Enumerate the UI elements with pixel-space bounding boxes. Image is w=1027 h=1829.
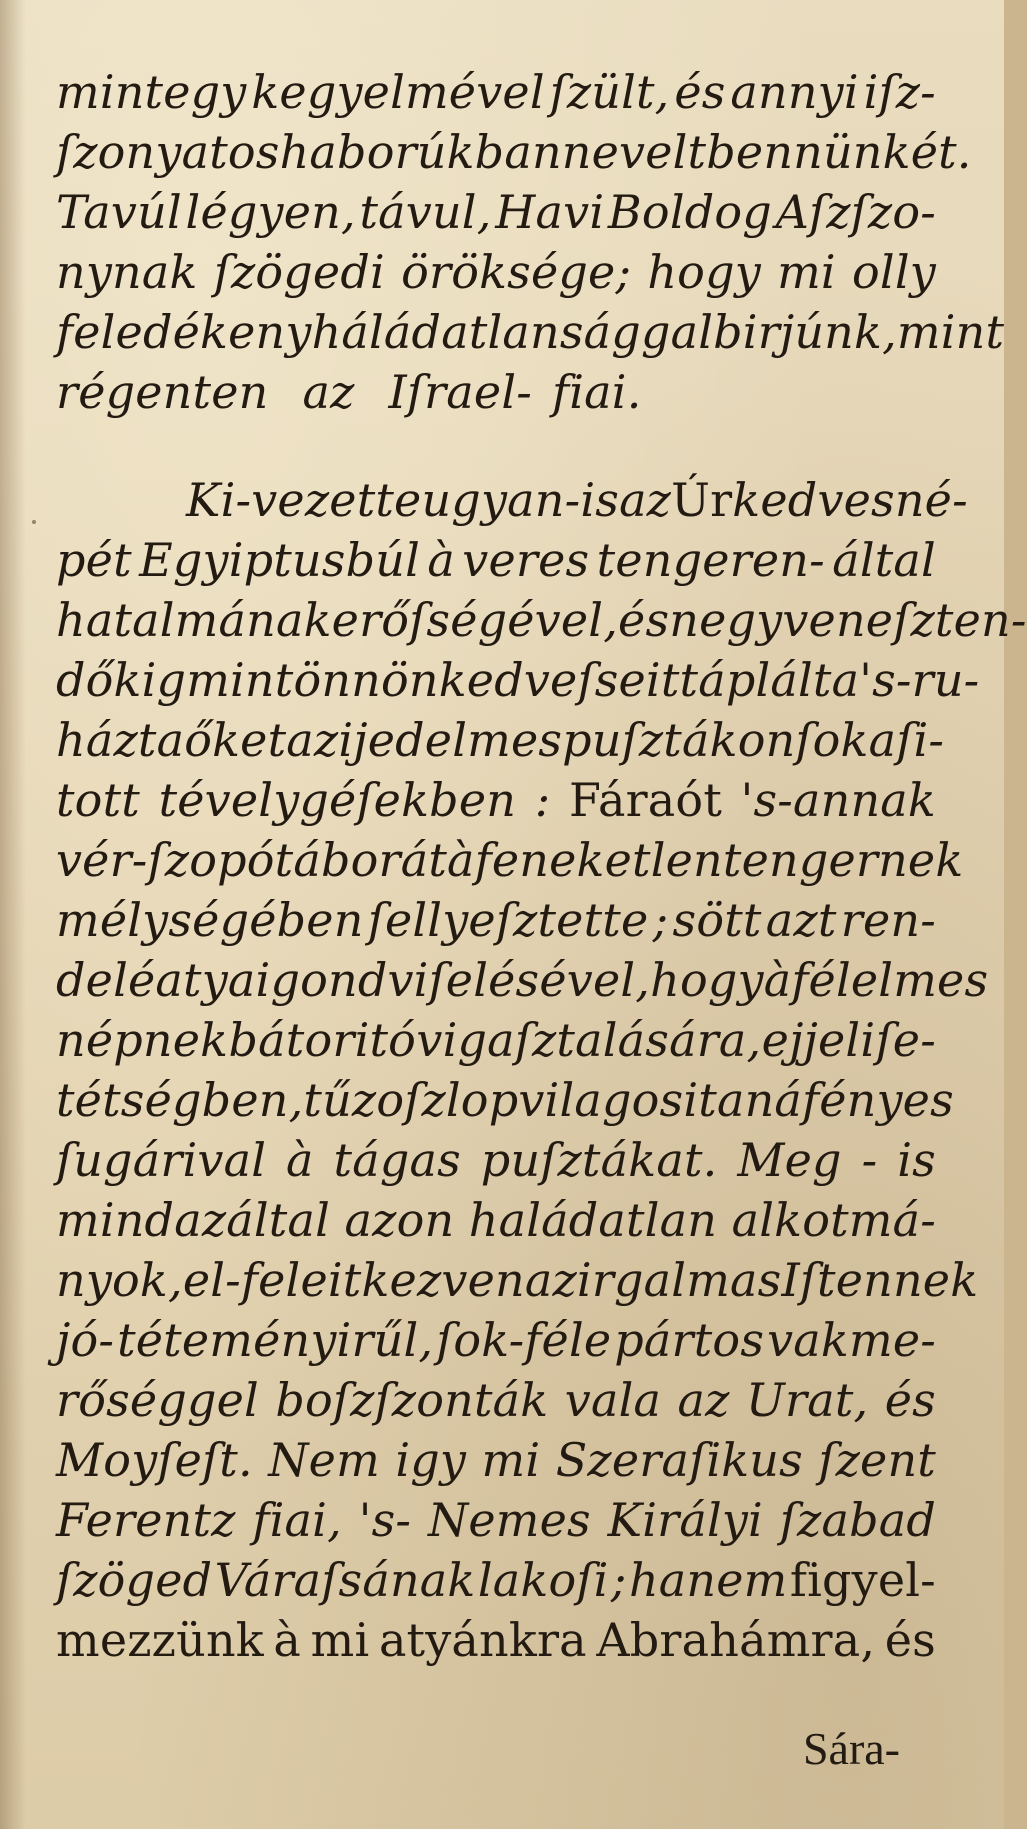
word: azt	[765, 893, 837, 947]
word: haládatlan	[468, 1193, 718, 1247]
word: haborúkban	[279, 125, 562, 179]
word: iſz-	[863, 65, 936, 119]
word: Úr	[671, 473, 733, 527]
word: mezzünk	[56, 1613, 264, 1667]
word: ſzopó	[147, 833, 275, 887]
text-line	[56, 1310, 936, 1370]
word: Tavúl	[56, 185, 182, 239]
word: Havi	[495, 185, 605, 239]
word: mintegy	[56, 65, 247, 119]
word: őket	[184, 713, 287, 767]
word: ejjeli	[761, 1013, 876, 1067]
word: vakme-	[767, 1313, 936, 1367]
word: delé	[56, 953, 156, 1007]
word: negyven	[669, 593, 866, 647]
page-text	[56, 62, 1027, 1670]
word: mi	[481, 1433, 541, 1487]
text-line	[56, 1010, 936, 1070]
word: pártos	[614, 1313, 765, 1367]
word: Nemes	[427, 1493, 591, 1547]
word: dőkig	[56, 653, 187, 707]
word: ſzült,	[549, 65, 670, 119]
word: à	[447, 833, 475, 887]
word: alkotmá-	[731, 1193, 936, 1247]
binding-shadow	[0, 0, 26, 1829]
word: olly	[852, 245, 936, 299]
word: sött	[672, 893, 762, 947]
word: vilagositaná	[518, 1073, 803, 1127]
word: atyánkra	[378, 1613, 587, 1667]
word: Királyi	[607, 1493, 763, 1547]
paragraph-gap	[56, 422, 936, 470]
text-line	[56, 1550, 936, 1610]
text-line	[56, 1430, 936, 1490]
word: Aſzſzo-	[775, 185, 936, 239]
word: tévelygéſekben	[158, 773, 517, 827]
word: oſzlop	[376, 1073, 519, 1127]
word: -	[861, 1133, 878, 1187]
word: és	[618, 593, 670, 647]
word: téteményirűl,	[117, 1313, 434, 1367]
word: tengernek	[722, 833, 964, 887]
word: ſok-féle	[436, 1313, 612, 1367]
word: mint	[186, 653, 294, 707]
word: birjúnk,	[713, 305, 897, 359]
text-line	[56, 362, 936, 422]
word: kedves	[732, 473, 895, 527]
word: kedveſseit	[438, 653, 680, 707]
word: Ferentz	[56, 1493, 236, 1547]
word: Moyſeſt.	[56, 1433, 253, 1487]
word: erőſségével,	[331, 593, 619, 647]
word: és	[884, 1613, 936, 1667]
word: Meg	[737, 1133, 842, 1187]
word: táborát	[274, 833, 448, 887]
word: Urat,	[746, 1373, 869, 1427]
text-line	[56, 1250, 979, 1310]
word: tágas	[333, 1133, 461, 1187]
word: puſztákat.	[480, 1133, 718, 1187]
word: ;	[652, 893, 669, 947]
text-line	[56, 1190, 936, 1250]
word: mélységében	[56, 893, 364, 947]
word: Boldog	[607, 185, 772, 239]
word: jó-	[56, 1313, 115, 1367]
word: ugyan-is	[421, 473, 620, 527]
text-line	[56, 650, 980, 710]
word: fényes	[802, 1073, 954, 1127]
word: Ki-vezette	[186, 473, 422, 527]
word: háládatlansággal	[311, 305, 714, 359]
word: ſe-	[875, 1013, 936, 1067]
word: házta	[56, 713, 185, 767]
word: né-	[894, 473, 968, 527]
word: és	[674, 65, 726, 119]
word: pét	[56, 533, 132, 587]
word: tengeren-	[596, 533, 825, 587]
word: ren-	[840, 893, 936, 947]
text-line	[56, 302, 1005, 362]
word: távul,	[359, 185, 492, 239]
word: 's-annak	[740, 773, 936, 827]
word: ;	[610, 1553, 627, 1607]
word: ſellyeſztette	[367, 893, 649, 947]
text-line	[56, 770, 936, 830]
word: feledékeny	[56, 305, 312, 359]
word: à	[427, 533, 455, 587]
word: félelmes	[791, 953, 989, 1007]
word: az	[286, 713, 339, 767]
word: vigaſztalására,	[416, 1013, 762, 1067]
word: mint	[896, 305, 1005, 359]
word: Szeraſikus	[555, 1433, 803, 1487]
catchword: Sára-	[802, 1723, 900, 1774]
word: ſzögedi	[213, 245, 385, 299]
word: annyi	[730, 65, 859, 119]
text-line	[56, 950, 989, 1010]
word: mi	[777, 245, 836, 299]
word: Váraſsának	[214, 1553, 476, 1607]
text-line	[56, 1130, 936, 1190]
word: ſzabad	[779, 1493, 936, 1547]
word: nevelt	[561, 125, 707, 179]
word: mindazáltal	[56, 1193, 331, 1247]
text-line	[56, 1490, 936, 1550]
word: lakoſi	[477, 1553, 609, 1607]
word: Iſrael-	[388, 365, 533, 419]
text-line	[56, 710, 945, 770]
word: nyok,	[56, 1253, 183, 1307]
word: igy	[395, 1433, 467, 1487]
text-line	[56, 1070, 954, 1130]
text-line	[56, 830, 964, 890]
text-line	[56, 1610, 936, 1670]
text-line	[56, 1370, 936, 1430]
word: à	[286, 1133, 314, 1187]
word: vala	[564, 1373, 662, 1427]
word: öröksége;	[401, 245, 632, 299]
word: hogy	[647, 245, 761, 299]
text-line	[56, 182, 936, 242]
text-line	[56, 530, 936, 590]
word: vér-	[56, 833, 148, 887]
word: gondviſelésével,	[270, 953, 651, 1007]
word: Abrahámra,	[596, 1613, 876, 1667]
word: nynak	[56, 245, 198, 299]
word: fiai,	[252, 1493, 342, 1547]
text-line	[56, 242, 936, 302]
word: régenten	[56, 365, 269, 419]
text-line	[56, 62, 936, 122]
word: tűz	[303, 1073, 377, 1127]
word: 's-ru-	[859, 653, 980, 707]
word: kegyelmével	[251, 65, 545, 119]
word: ſzent	[818, 1433, 936, 1487]
word: és	[884, 1373, 936, 1427]
word: azon	[344, 1193, 455, 1247]
word: Nem	[268, 1433, 380, 1487]
word: à	[273, 1613, 302, 1667]
word: bátoritó	[228, 1013, 417, 1067]
word: ſugárival	[56, 1133, 267, 1187]
word: az	[619, 473, 672, 527]
word: népnek	[56, 1013, 229, 1067]
word: mi	[310, 1613, 370, 1667]
word: rőséggel	[56, 1373, 259, 1427]
word: ſokaſi-	[795, 713, 945, 767]
word: az	[302, 365, 355, 419]
text-line	[56, 590, 1027, 650]
word: Fáraót	[569, 773, 723, 827]
word: fiai.	[552, 365, 642, 419]
word: Egyiptusbúl	[139, 533, 420, 587]
word: ijedelmes	[338, 713, 563, 767]
word: önnön	[293, 653, 439, 707]
ink-speck	[32, 520, 36, 524]
word: az	[677, 1373, 730, 1427]
word: atyai	[155, 953, 271, 1007]
word: ſzöged	[56, 1553, 213, 1607]
word: feneketlen	[474, 833, 723, 887]
word: is	[897, 1133, 936, 1187]
word: eſzten-	[865, 593, 1027, 647]
word: à	[763, 953, 792, 1007]
word: boſzſzonták	[275, 1373, 549, 1427]
word: el-feleitkezven	[182, 1253, 525, 1307]
word: tott	[56, 773, 140, 827]
text-line	[56, 470, 968, 530]
word: :	[534, 773, 551, 827]
word: által	[832, 533, 936, 587]
word: ſzonyatos	[56, 125, 280, 179]
word: hogy	[650, 953, 764, 1007]
text-line	[56, 122, 972, 182]
word: légyen,	[185, 185, 356, 239]
word: veres	[462, 533, 590, 587]
word: figyel-	[789, 1553, 936, 1607]
word: hanem	[628, 1553, 788, 1607]
word: hatalmának	[56, 593, 332, 647]
word: az	[524, 1253, 577, 1307]
word: irgalmas	[576, 1253, 782, 1307]
word: tétségben,	[56, 1073, 304, 1127]
word: bennünkét.	[706, 125, 972, 179]
word: 's-	[358, 1493, 412, 1547]
word: táplálta	[679, 653, 860, 707]
word: Iſtennek	[781, 1253, 979, 1307]
word: puſztákon	[562, 713, 796, 767]
text-line	[56, 890, 936, 950]
